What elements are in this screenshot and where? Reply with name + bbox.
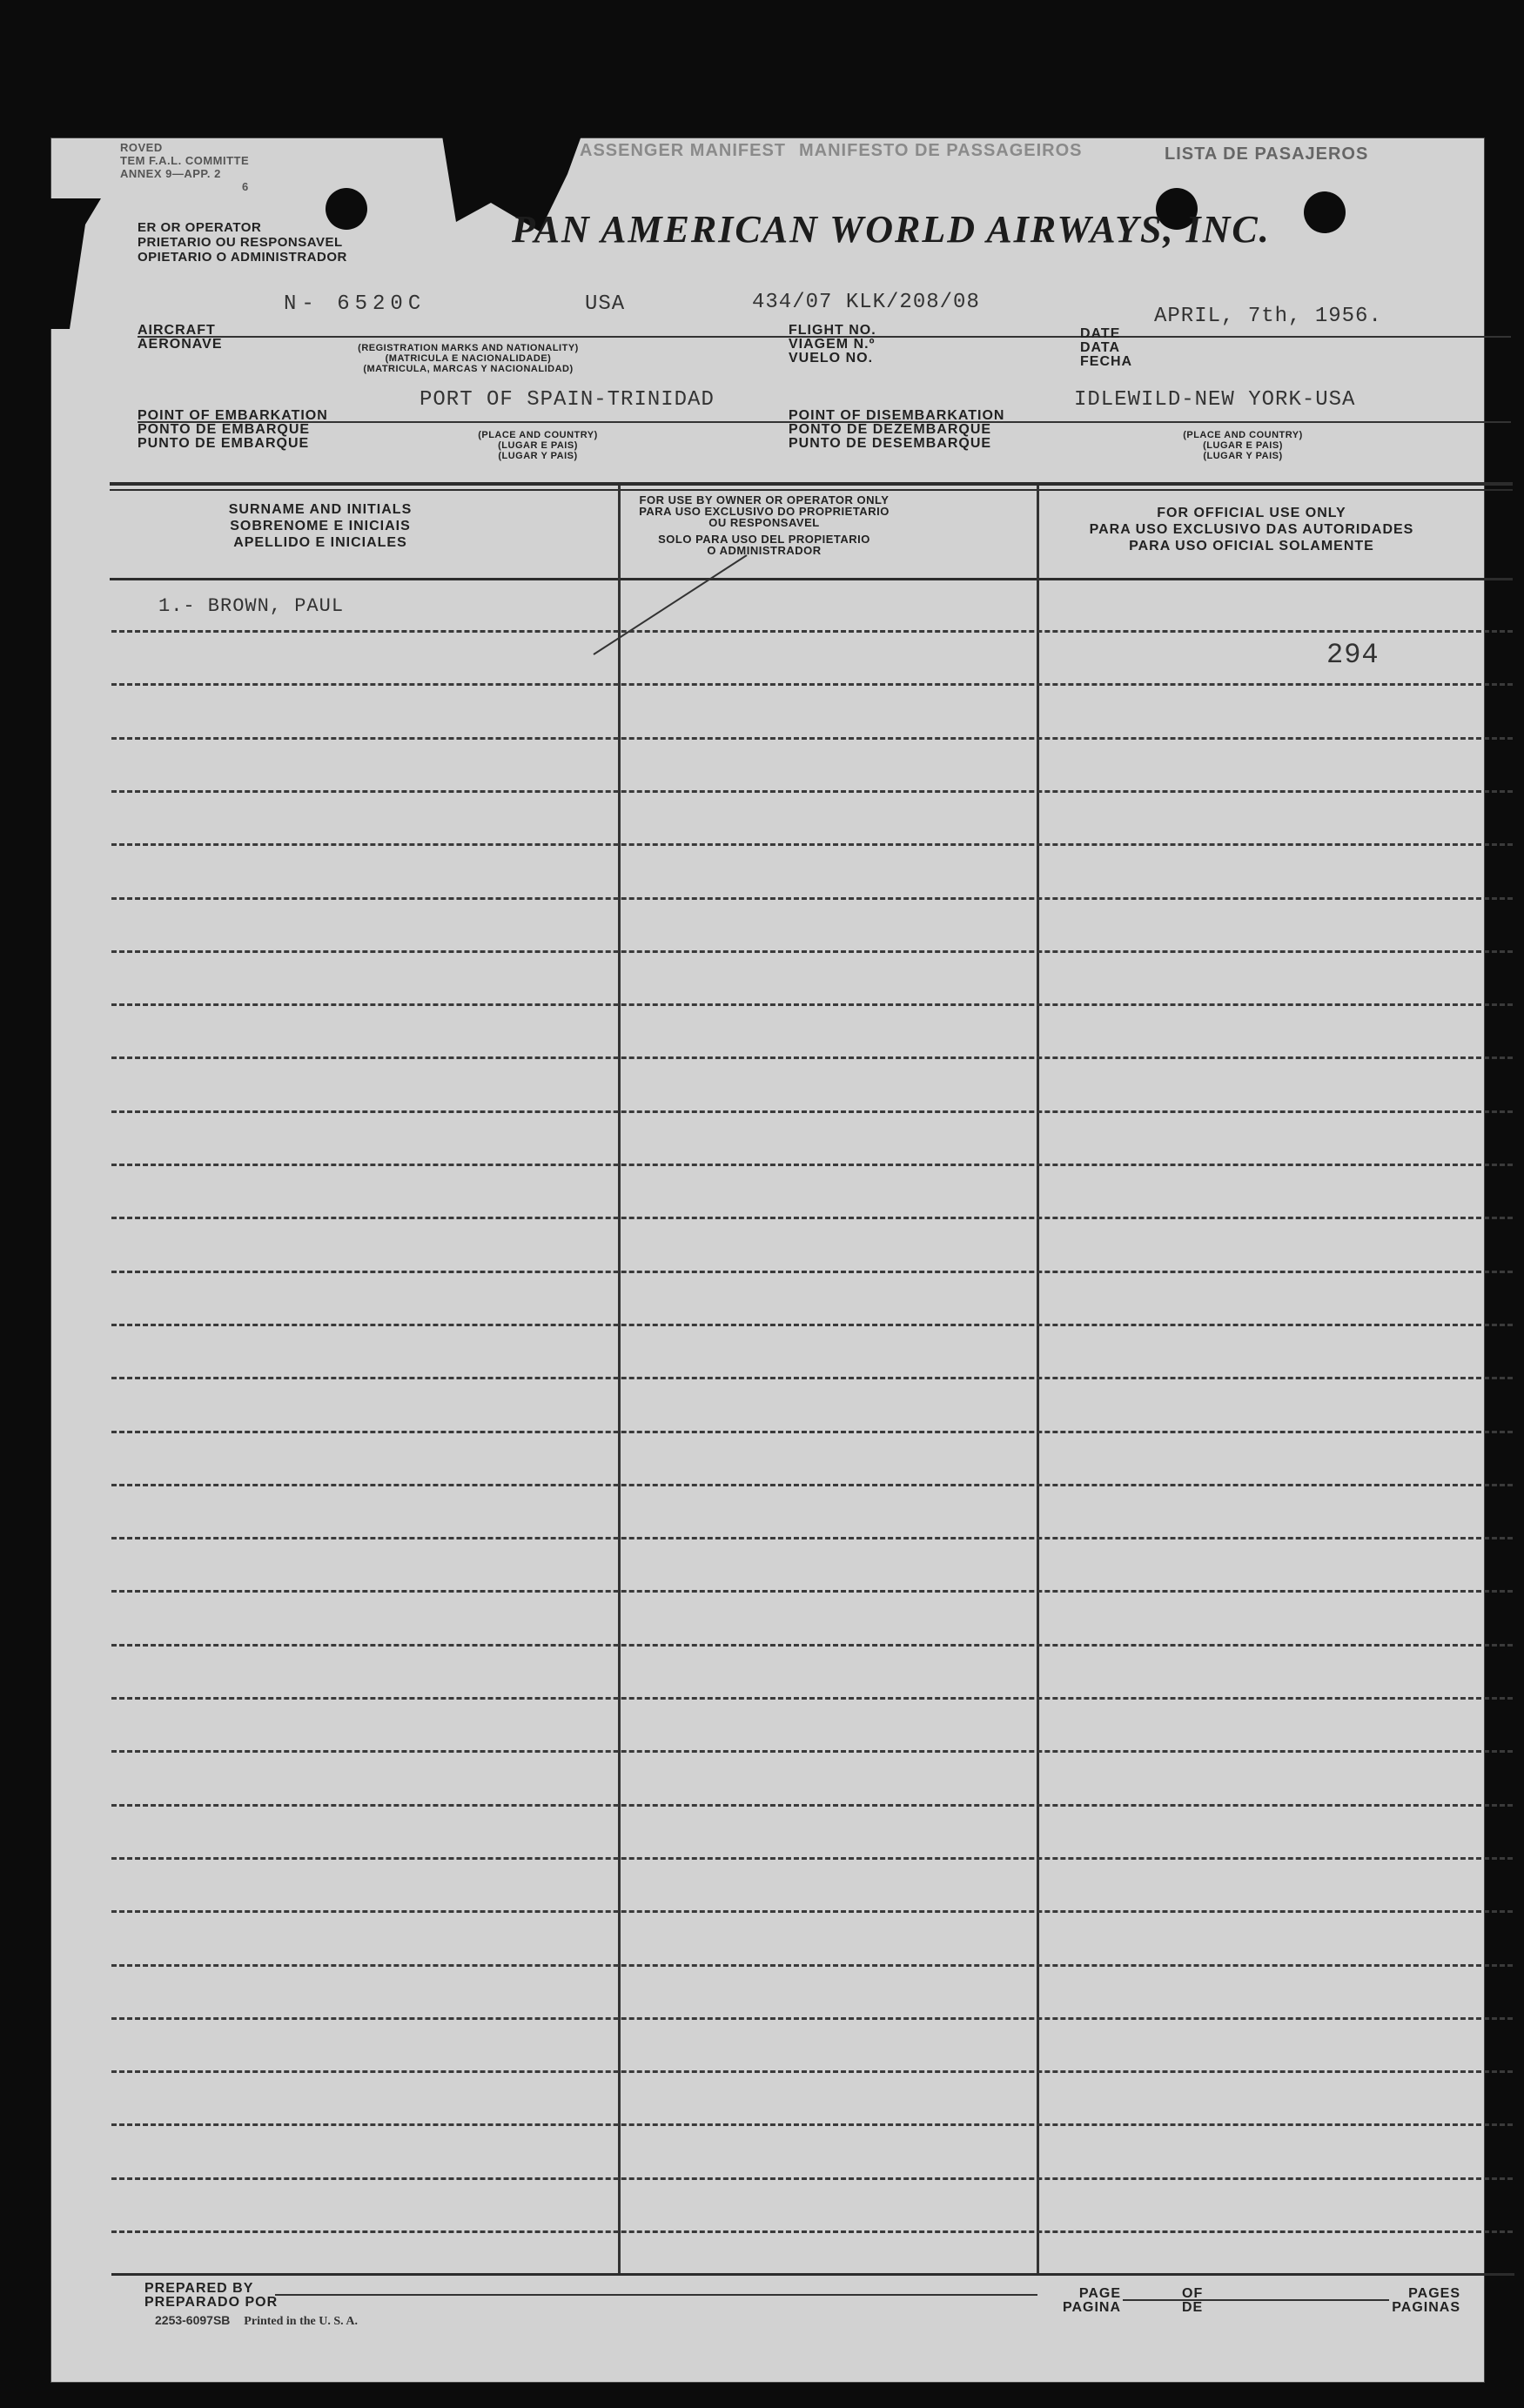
row-rule — [111, 1056, 1513, 1059]
title-portuguese: MANIFESTO DE PASSAGEIROS — [799, 141, 1083, 160]
row-rule — [111, 1644, 1513, 1647]
disembarkation-value: IDLEWILD-NEW YORK-USA — [1074, 388, 1356, 412]
row-rule — [111, 2070, 1513, 2073]
operator-column-header: FOR USE BY OWNER OR OPERATOR ONLY PARA USO EXCLUSIVO DO PROPRIETARIO OU RESPONSAVEL SOLO PARA USO DEL PROPIETARIO O ADMINISTRADOR — [639, 493, 890, 557]
row-rule — [111, 1377, 1513, 1379]
punch-hole-right — [1304, 191, 1346, 233]
row-rule — [111, 1484, 1513, 1486]
disembark-place-note: (PLACE AND COUNTRY) (LUGAR E PAIS) (LUGAR Y PAIS) — [1183, 430, 1303, 461]
pen-stroke-mark — [590, 547, 764, 660]
torn-corner — [49, 198, 101, 329]
row-rule — [111, 2177, 1513, 2180]
row-rule — [111, 1003, 1513, 1006]
table-top-rule — [110, 482, 1513, 486]
row-rule — [111, 1271, 1513, 1273]
row-rule — [111, 737, 1513, 740]
column-divider-2 — [1037, 486, 1039, 2274]
row-rule — [111, 950, 1513, 953]
registration-note: (REGISTRATION MARKS AND NATIONALITY) (MATRICULA E NACIONALIDADE) (MATRICULA, MARCAS Y NACIONALIDAD) — [358, 343, 579, 374]
of-label: OF DE — [1182, 2286, 1204, 2315]
prepared-by-label: PREPARED BY PREPARADO POR — [144, 2281, 279, 2310]
row-rule — [111, 1910, 1513, 1913]
header-bottom-rule — [110, 578, 1513, 580]
official-number: 294 — [1326, 639, 1380, 671]
row-rule — [111, 843, 1513, 846]
page-line — [1123, 2299, 1227, 2301]
table-top-rule-2 — [110, 489, 1513, 491]
row-rule — [111, 897, 1513, 900]
title-english: ASSENGER MANIFEST — [580, 141, 787, 160]
row-rule — [111, 1750, 1513, 1753]
row-rule — [111, 790, 1513, 793]
airline-title: PAN AMERICAN WORLD AIRWAYS, INC. — [512, 208, 1271, 251]
embarkation-value: PORT OF SPAIN-TRINIDAD — [420, 388, 715, 412]
flight-label: FLIGHT NO. VIAGEM N.º VUELO NO. — [789, 323, 876, 366]
row-rule — [111, 1697, 1513, 1700]
row-rule — [111, 1857, 1513, 1860]
registration-value: N- 6520C — [284, 292, 426, 316]
passenger-row-1: 1.- BROWN, PAUL — [158, 595, 345, 617]
surname-column-header: SURNAME AND INITIALS SOBRENOME E INICIAIS APELLIDO E INICIALES — [228, 502, 413, 550]
row-rule — [111, 2017, 1513, 2020]
row-rule — [111, 1217, 1513, 1219]
row-rule — [111, 1964, 1513, 1967]
nationality-value: USA — [585, 292, 626, 316]
row-rule — [111, 1431, 1513, 1433]
page-label: PAGE PAGINA — [1062, 2286, 1121, 2315]
row-rule — [111, 683, 1513, 686]
embarkation-label: POINT OF EMBARKATION PONTO DE EMBARQUE PUNTO DE EMBARQUE — [138, 408, 328, 451]
date-value: APRIL, 7th, 1956. — [1154, 305, 1382, 328]
column-divider-1 — [618, 486, 621, 2274]
official-column-header: FOR OFFICIAL USE ONLY PARA USO EXCLUSIVO DAS AUTORIDADES PARA USO OFICIAL SOLAMENTE — [1089, 506, 1414, 553]
row-rule — [111, 1590, 1513, 1593]
title-spanish: LISTA DE PASAJEROS — [1165, 144, 1369, 164]
owner-label: ER OR OPERATOR PRIETARIO OU RESPONSAVEL OPIETARIO O ADMINISTRADOR — [138, 220, 347, 265]
embark-place-note: (PLACE AND COUNTRY) (LUGAR E PAIS) (LUGAR Y PAIS) — [478, 430, 598, 461]
disembarkation-label: POINT OF DISEMBARKATION PONTO DE DEZEMBARQUE PUNTO DE DESEMBARQUE — [789, 408, 1005, 451]
row-rule — [111, 1537, 1513, 1539]
row-rule — [111, 1804, 1513, 1807]
flight-value: 434/07 KLK/208/08 — [752, 291, 980, 314]
row-rule — [111, 2230, 1513, 2233]
print-code: 2253-6097SB Printed in the U. S. A. — [155, 2313, 358, 2328]
table-bottom-rule — [111, 2273, 1514, 2276]
row-rule — [111, 1164, 1513, 1166]
approval-block: ROVED TEM F.A.L. COMMITTE ANNEX 9—APP. 2 6 — [120, 141, 250, 193]
row-rule — [111, 1324, 1513, 1326]
pages-label: PAGES PAGINAS — [1392, 2286, 1460, 2315]
row-rule — [111, 2123, 1513, 2126]
manifest-sheet — [50, 138, 1485, 2383]
row-rule — [111, 1110, 1513, 1113]
prepared-by-line — [275, 2294, 1037, 2296]
date-label: DATE DATA FECHA — [1080, 326, 1133, 369]
row-rule — [111, 630, 1513, 633]
aircraft-label: AIRCRAFT AERONAVE — [138, 323, 223, 352]
